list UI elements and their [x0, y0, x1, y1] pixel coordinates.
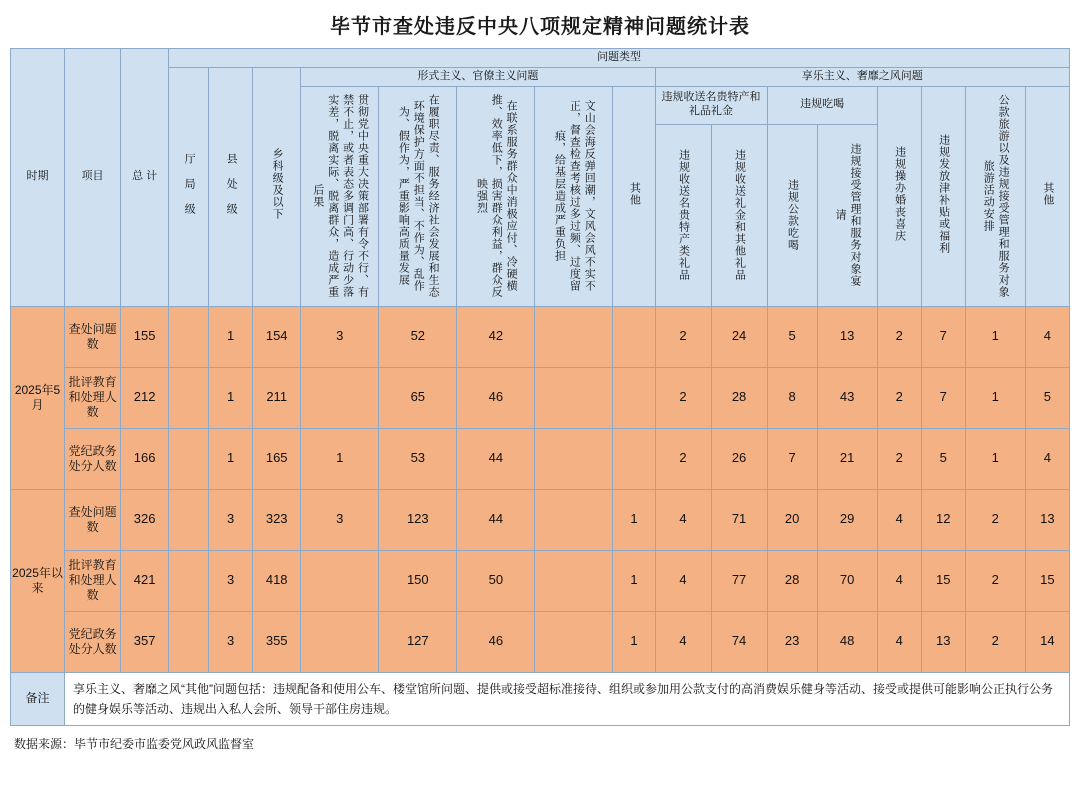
- cell: 44: [457, 489, 535, 550]
- table-row: [11, 306, 1070, 367]
- table-row: [11, 611, 1070, 672]
- cell: 3: [209, 489, 253, 550]
- header-problem-type: 问题类型: [169, 49, 1070, 68]
- cell: 1: [965, 306, 1025, 367]
- header-total: 总 计: [121, 49, 169, 307]
- cell: 2: [965, 550, 1025, 611]
- cell: 1: [209, 306, 253, 367]
- row-item-label: 党纪政务处分人数: [65, 428, 121, 489]
- cell: 3: [301, 306, 379, 367]
- cell: [169, 367, 209, 428]
- cell: 418: [253, 550, 301, 611]
- header-group-gifts: 违规收送名贵特产和礼品礼金: [655, 86, 767, 124]
- row-total: 421: [121, 550, 169, 611]
- cell: 1: [965, 428, 1025, 489]
- cell: 3: [209, 550, 253, 611]
- cell: 7: [921, 367, 965, 428]
- cell: 20: [767, 489, 817, 550]
- header-col-gift-money: 违规收送礼金和其他礼品: [711, 124, 767, 306]
- cell: 3: [209, 611, 253, 672]
- cell: 4: [877, 550, 921, 611]
- cell: 355: [253, 611, 301, 672]
- cell: [613, 367, 655, 428]
- cell: 3: [301, 489, 379, 550]
- cell: [301, 367, 379, 428]
- cell: 77: [711, 550, 767, 611]
- header-group-formalism: 形式主义、官僚主义问题: [301, 67, 655, 86]
- cell: 70: [817, 550, 877, 611]
- cell: 4: [1025, 306, 1069, 367]
- row-item-label: 批评教育和处理人数: [65, 367, 121, 428]
- header-col-allowance: 违规发放津补贴或福利: [921, 86, 965, 306]
- cell: 5: [921, 428, 965, 489]
- table-row: [11, 489, 1070, 550]
- cell: [535, 306, 613, 367]
- cell: [301, 550, 379, 611]
- header-row-1: [11, 49, 1070, 68]
- cell: 12: [921, 489, 965, 550]
- cell: 8: [767, 367, 817, 428]
- cell: [535, 367, 613, 428]
- row-total: 155: [121, 306, 169, 367]
- row-total: 166: [121, 428, 169, 489]
- statistics-table: [10, 48, 1070, 726]
- row-total: 357: [121, 611, 169, 672]
- row-total: 212: [121, 367, 169, 428]
- header-col-formalism-other: 其他: [613, 86, 655, 306]
- cell: 21: [817, 428, 877, 489]
- header-col-weddings: 违规操办婚丧喜庆: [877, 86, 921, 306]
- cell: 4: [877, 611, 921, 672]
- cell: 1: [613, 489, 655, 550]
- note-row: [11, 672, 1070, 726]
- cell: 48: [817, 611, 877, 672]
- cell: 2: [965, 489, 1025, 550]
- cell: 71: [711, 489, 767, 550]
- header-period: 时期: [11, 49, 65, 307]
- header-group-eating: 违规吃喝: [767, 86, 877, 124]
- cell: 26: [711, 428, 767, 489]
- cell: 2: [877, 428, 921, 489]
- page-title: 毕节市查处违反中央八项规定精神问题统计表: [330, 16, 750, 38]
- cell: 43: [817, 367, 877, 428]
- cell: 15: [921, 550, 965, 611]
- cell: 1: [613, 611, 655, 672]
- cell: 4: [655, 550, 711, 611]
- cell: 7: [921, 306, 965, 367]
- row-item-label: 批评教育和处理人数: [65, 550, 121, 611]
- cell: 42: [457, 306, 535, 367]
- cell: 150: [379, 550, 457, 611]
- header-col-hedonism-other: 其他: [1025, 86, 1069, 306]
- cell: 14: [1025, 611, 1069, 672]
- cell: 74: [711, 611, 767, 672]
- header-col-public-dining: 违规公款吃喝: [767, 124, 817, 306]
- cell: 1: [209, 428, 253, 489]
- cell: [535, 611, 613, 672]
- cell: 1: [209, 367, 253, 428]
- cell: 46: [457, 367, 535, 428]
- header-item: 项目: [65, 49, 121, 307]
- cell: 23: [767, 611, 817, 672]
- cell: [535, 428, 613, 489]
- cell: [169, 611, 209, 672]
- cell: 44: [457, 428, 535, 489]
- cell: 5: [767, 306, 817, 367]
- row-total: 326: [121, 489, 169, 550]
- row-item-label: 查处问题数: [65, 489, 121, 550]
- header-col-township: 乡科级及以下: [253, 67, 301, 306]
- row-period: 2025年以来: [11, 489, 65, 672]
- cell: [613, 306, 655, 367]
- cell: 7: [767, 428, 817, 489]
- header-col-decision: 贯彻党中央重大决策部署有令不行、有禁不止，或者表态多调门高、行动少落实差，脱离实际、脱离群众，造成严重后果: [301, 86, 379, 306]
- cell: 13: [1025, 489, 1069, 550]
- header-col-gift-specialty: 违规收送名贵特产类礼品: [655, 124, 711, 306]
- header-col-travel: 公款旅游以及违规接受管理和服务对象旅游活动安排: [965, 86, 1025, 306]
- cell: 13: [817, 306, 877, 367]
- cell: [169, 306, 209, 367]
- cell: 65: [379, 367, 457, 428]
- cell: 50: [457, 550, 535, 611]
- cell: 13: [921, 611, 965, 672]
- cell: 1: [613, 550, 655, 611]
- row-item-label: 查处问题数: [65, 306, 121, 367]
- cell: 52: [379, 306, 457, 367]
- cell: 154: [253, 306, 301, 367]
- table-row: [11, 550, 1070, 611]
- cell: [169, 550, 209, 611]
- header-col-service: 在联系服务群众中消极应付、冷硬横推、效率低下，损害群众利益，群众反映强烈: [457, 86, 535, 306]
- cell: 15: [1025, 550, 1069, 611]
- header-col-banquet: 违规接受管理和服务对象宴请: [817, 124, 877, 306]
- cell: 29: [817, 489, 877, 550]
- cell: [613, 428, 655, 489]
- cell: [535, 550, 613, 611]
- cell: 28: [711, 367, 767, 428]
- header-row-2: [11, 67, 1070, 86]
- cell: 2: [655, 428, 711, 489]
- cell: 323: [253, 489, 301, 550]
- cell: 4: [1025, 428, 1069, 489]
- cell: 211: [253, 367, 301, 428]
- cell: 2: [655, 306, 711, 367]
- cell: 5: [1025, 367, 1069, 428]
- table-row: [11, 428, 1070, 489]
- cell: 127: [379, 611, 457, 672]
- cell: 4: [655, 489, 711, 550]
- cell: 4: [655, 611, 711, 672]
- cell: 123: [379, 489, 457, 550]
- cell: 1: [301, 428, 379, 489]
- cell: 2: [965, 611, 1025, 672]
- cell: 4: [877, 489, 921, 550]
- cell: 165: [253, 428, 301, 489]
- cell: [535, 489, 613, 550]
- data-source: 数据来源：毕节市纪委市监委党风政风监督室: [14, 737, 255, 752]
- note-label: 备注: [11, 672, 65, 726]
- header-col-county: 县 处 级: [209, 67, 253, 306]
- cell: [169, 489, 209, 550]
- cell: 2: [877, 367, 921, 428]
- cell: 1: [965, 367, 1025, 428]
- header-col-bureau: 厅 局 级: [169, 67, 209, 306]
- row-period: 2025年5月: [11, 306, 65, 489]
- note-text: 享乐主义、奢靡之风“其他”问题包括：违规配备和使用公车、楼堂馆所问题、提供或接受超标准接待、组织或参加用公款支付的高消费娱乐健身等活动、接受或提供可能影响公正执行公务的健身娱乐等活动、违规出入私人会所、领导干部住房违规。: [65, 672, 1070, 726]
- row-item-label: 党纪政务处分人数: [65, 611, 121, 672]
- cell: 53: [379, 428, 457, 489]
- header-col-paperwork: 文山会海反弹回潮，文风会风不实不正，督查检查考核过多过频、过度留痕，给基层造成严重负担: [535, 86, 613, 306]
- table-row: [11, 367, 1070, 428]
- cell: [301, 611, 379, 672]
- cell: 46: [457, 611, 535, 672]
- header-col-duty: 在履职尽责、服务经济社会发展和生态环境保护方面不担当、不作为、乱作为、假作为，严重影响高质量发展: [379, 86, 457, 306]
- cell: 2: [655, 367, 711, 428]
- cell: 24: [711, 306, 767, 367]
- header-group-hedonism: 享乐主义、奢靡之风问题: [655, 67, 1070, 86]
- cell: [169, 428, 209, 489]
- cell: 28: [767, 550, 817, 611]
- cell: 2: [877, 306, 921, 367]
